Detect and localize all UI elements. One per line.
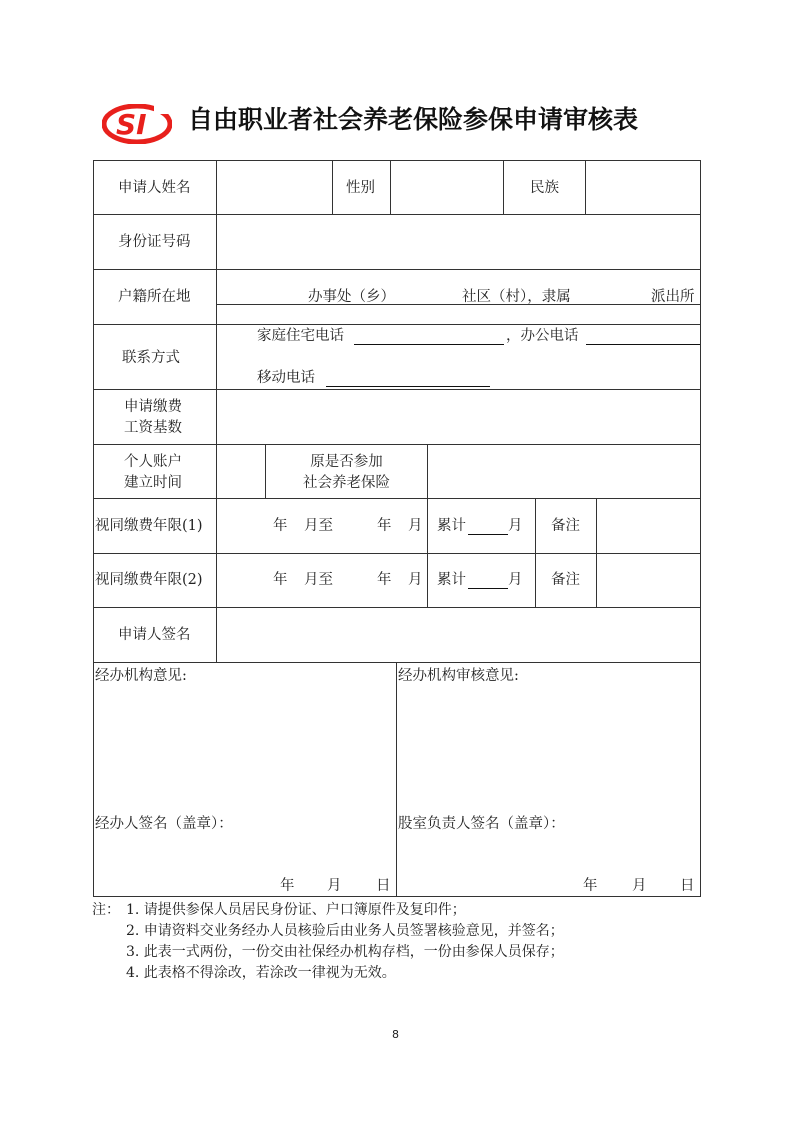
year-to-label: 年 xyxy=(377,518,392,534)
gender-label: 性别 xyxy=(346,180,375,196)
note-item: 2. 申请资料交业务经办人员核验后由业务人员签署核验意见，并签名； xyxy=(126,923,564,939)
date-month: 月 xyxy=(327,878,342,894)
date-day: 日 xyxy=(376,878,391,894)
id-number-field[interactable] xyxy=(217,215,700,269)
contact-label: 联系方式 xyxy=(122,350,180,366)
date-year: 年 xyxy=(583,878,598,894)
prior-insurance-label-1: 原是否参加 xyxy=(310,454,383,470)
date-day: 日 xyxy=(680,878,695,894)
total-months-field[interactable] xyxy=(468,517,508,535)
hukou-police-station: 派出所 xyxy=(651,289,695,305)
total-label: 累计 xyxy=(437,572,466,588)
handler-signature-label: 经办人签名（盖章）： xyxy=(95,816,233,832)
gender-field[interactable] xyxy=(391,161,503,214)
wage-base-label-2: 工资基数 xyxy=(124,420,182,436)
prior-insurance-label-2: 社会养老保险 xyxy=(303,475,390,491)
remark-label: 备注 xyxy=(551,572,580,588)
id-number-label: 身份证号码 xyxy=(118,234,191,250)
applicant-signature-label: 申请人签名 xyxy=(118,627,191,643)
period-label: 视同缴费年限(1) xyxy=(95,518,203,534)
agency-opinion-title: 经办机构意见: xyxy=(95,668,187,684)
wage-base-label-1: 申请缴费 xyxy=(124,399,182,415)
hukou-label: 户籍所在地 xyxy=(118,289,191,305)
month-to-label: 月至 xyxy=(304,572,333,588)
year-to-label: 年 xyxy=(377,572,392,588)
date-year: 年 xyxy=(280,878,295,894)
notes-prefix: 注： xyxy=(92,902,120,918)
year-from-label: 年 xyxy=(273,572,288,588)
office-phone-label: ，办公电话 xyxy=(506,328,579,344)
month-end-label: 月 xyxy=(408,572,423,588)
office-phone-field[interactable] xyxy=(586,327,700,345)
mobile-label: 移动电话 xyxy=(257,370,315,386)
section-head-signature-label: 股室负责人签名（盖章）： xyxy=(398,816,565,832)
total-label: 累计 xyxy=(437,518,466,534)
period-label: 视同缴费年限(2) xyxy=(95,572,203,588)
account-label-2: 建立时间 xyxy=(124,475,182,491)
month-end-label: 月 xyxy=(408,518,423,534)
note-item: 1. 请提供参保人员居民身份证、户口簿原件及复印件； xyxy=(126,902,466,918)
total-unit-label: 月 xyxy=(508,572,523,588)
note-item: 3. 此表一式两份，一份交由社保经办机构存档，一份由参保人员保存； xyxy=(126,944,564,960)
agency-review-title: 经办机构审核意见: xyxy=(398,668,519,684)
home-phone-field[interactable] xyxy=(354,327,504,345)
account-label-1: 个人账户 xyxy=(124,454,182,470)
hukou-subdistrict: 办事处（乡） xyxy=(308,289,395,305)
page-title: 自由职业者社会养老保险参保申请审核表 xyxy=(188,105,639,134)
ethnicity-label: 民族 xyxy=(530,180,559,196)
account-time-field[interactable] xyxy=(217,445,265,498)
remark-field[interactable] xyxy=(597,554,700,607)
month-to-label: 月至 xyxy=(304,518,333,534)
applicant-signature-field[interactable] xyxy=(217,608,700,662)
date-month: 月 xyxy=(632,878,647,894)
applicant-name-field[interactable] xyxy=(217,161,332,214)
applicant-name-label: 申请人姓名 xyxy=(118,180,191,196)
si-logo xyxy=(102,104,172,144)
note-item: 4. 此表格不得涂改，若涂改一律视为无效。 xyxy=(126,965,396,981)
page-number: 8 xyxy=(392,1028,399,1041)
home-phone-label: 家庭住宅电话 xyxy=(257,328,344,344)
prior-insurance-field[interactable] xyxy=(428,445,700,498)
wage-base-field[interactable] xyxy=(217,390,700,444)
hukou-community: 社区（村），隶属 xyxy=(462,289,571,305)
total-unit-label: 月 xyxy=(508,518,523,534)
svg-text:SI: SI xyxy=(116,108,147,141)
ethnicity-field[interactable] xyxy=(586,161,700,214)
total-months-field[interactable] xyxy=(468,571,508,589)
mobile-field[interactable] xyxy=(326,369,490,387)
hukou-field[interactable] xyxy=(217,270,700,304)
year-from-label: 年 xyxy=(273,518,288,534)
remark-label: 备注 xyxy=(551,518,580,534)
remark-field[interactable] xyxy=(597,499,700,553)
